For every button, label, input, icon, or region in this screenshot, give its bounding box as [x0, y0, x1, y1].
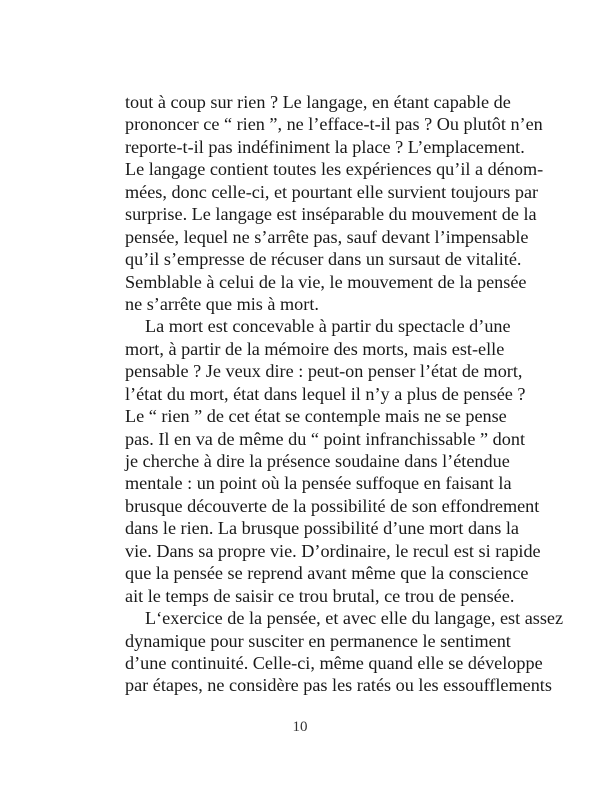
text-line: que la pensée se reprend avant même que la conscience — [125, 563, 529, 584]
text-line: L‘exercice de la pensée, et avec elle du langage, est assez — [145, 608, 564, 629]
text-line: dans le rien. La brusque possibilité d’une mort dans la — [125, 518, 519, 539]
text-line: qu’il s’empresse de récuser dans un sursaut de vitalité. — [125, 249, 522, 270]
text-line: mées, donc celle-ci, et pourtant elle survient toujours par — [125, 181, 539, 202]
text-line: vie. Dans sa propre vie. D’ordinaire, le recul est si rapide — [125, 540, 541, 561]
text-line: La mort est concevable à partir du spectacle d’une — [145, 316, 511, 337]
text-line: mort, à partir de la mémoire des morts, mais est-elle — [125, 338, 505, 359]
text-line: dynamique pour susciter en permanence le sentiment — [125, 630, 511, 651]
text-line: pensable ? Je veux dire : peut-on penser l’état de mort, — [125, 361, 523, 382]
text-line: prononcer ce “ rien ”, ne l’efface-t-il pas ? Ou plutôt n’en — [125, 114, 543, 135]
text-line: reporte-t-il pas indéfiniment la place ? L’emplacement. — [125, 136, 525, 157]
text-line: tout à coup sur rien ? Le langage, en étant capable de — [125, 92, 511, 112]
text-line: ait le temps de saisir ce trou brutal, ce trou de pensée. — [125, 585, 515, 606]
page-number: 10 — [292, 719, 308, 735]
text-line: brusque découverte de la possibilité de son effondrement — [125, 495, 540, 516]
text-line: Semblable à celui de la vie, le mouvement de la pensée — [125, 271, 527, 292]
text-line: Le “ rien ” de cet état se contemple mais ne se pense — [125, 406, 507, 427]
text-line: l’état du mort, état dans lequel il n’y a plus de pensée ? — [125, 383, 526, 404]
text-line: Le langage contient toutes les expériences qu’il a dénom- — [125, 159, 544, 180]
text-line: pas. Il en va de même du “ point infranchissable ” dont — [125, 428, 526, 449]
text-line: par étapes, ne considère pas les ratés ou les essoufflements — [125, 675, 552, 696]
text-line: pensée, lequel ne s’arrête pas, sauf devant l’impensable — [125, 226, 529, 247]
text-line: d’une continuité. Celle-ci, même quand elle se développe — [125, 652, 543, 673]
text-line: mentale : un point où la pensée suffoque en faisant la — [125, 473, 512, 494]
body-text — [125, 91, 564, 697]
text-line: surprise. Le langage est inséparable du mouvement de la — [125, 204, 537, 225]
text-line: je cherche à dire la présence soudaine dans l’étendue — [125, 451, 510, 471]
text-line: ne s’arrête que mis à mort. — [125, 293, 319, 314]
